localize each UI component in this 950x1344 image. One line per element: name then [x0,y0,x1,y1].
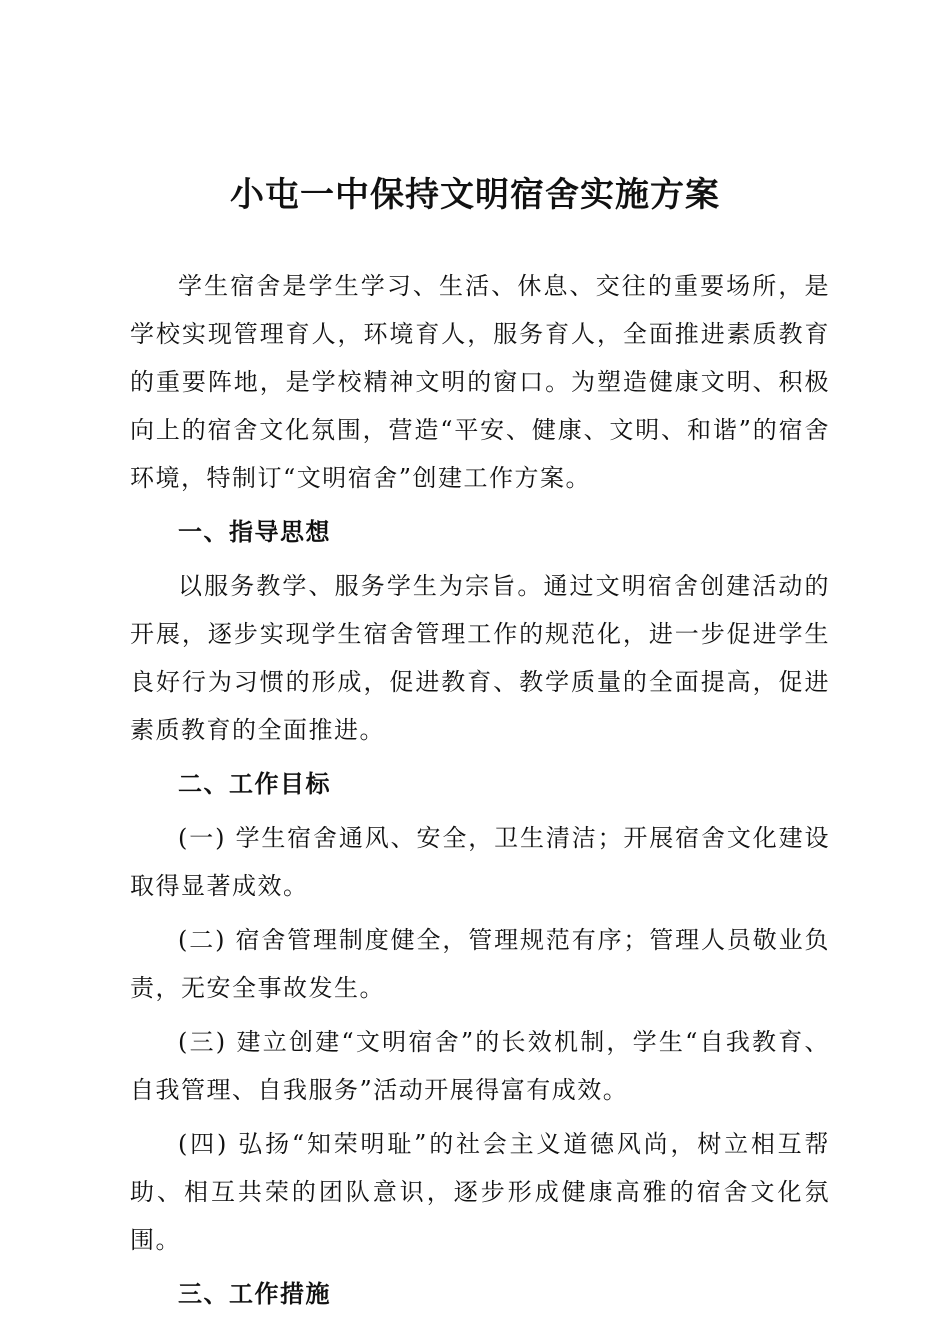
section-paragraph: 以服务教学、服务学生为宗旨。通过文明宿舍创建活动的开展，逐步实现学生宿舍管理工作的规范化，进一步促进学生良好行为习惯的形成，促进教育、教学质量的全面提高，促进素质教育的全面推进。 [130,572,830,744]
goal-item-2: (二) 宿舍管理制度健全，管理规范有序；管理人员敬业负责，无安全事故发生。 [130,926,830,1002]
goal-item-4: (四) 弘扬“知荣明耻”的社会主义道德风尚，树立相互帮助、相互共荣的团队意识，逐步形成健康高雅的宿舍文化氛围。 [130,1130,830,1254]
document-body [130,262,830,1318]
document-title: 小屯一中保持文明宿舍实施方案 [230,175,720,215]
goal-item-3: (三) 建立创建“文明宿舍”的长效机制，学生“自我教育、自我管理、自我服务”活动开展得富有成效。 [130,1028,830,1104]
section-heading-guiding-thought: 一、指导思想 [178,517,331,546]
section-heading-work-goals: 二、工作目标 [178,769,331,798]
goal-item-1: (一) 学生宿舍通风、安全，卫生清洁；开展宿舍文化建设取得显著成效。 [130,824,830,900]
intro-paragraph: 学生宿舍是学生学习、生活、休息、交往的重要场所，是学校实现管理育人，环境育人，服务育人，全面推进素质教育的重要阵地，是学校精神文明的窗口。为塑造健康文明、积极向上的宿舍文化氛围，营造“平安、健康、文明、和谐”的宿舍环境，特制订“文明宿舍”创建工作方案。 [130,272,830,492]
section-heading-work-measures: 三、工作措施 [178,1279,331,1308]
